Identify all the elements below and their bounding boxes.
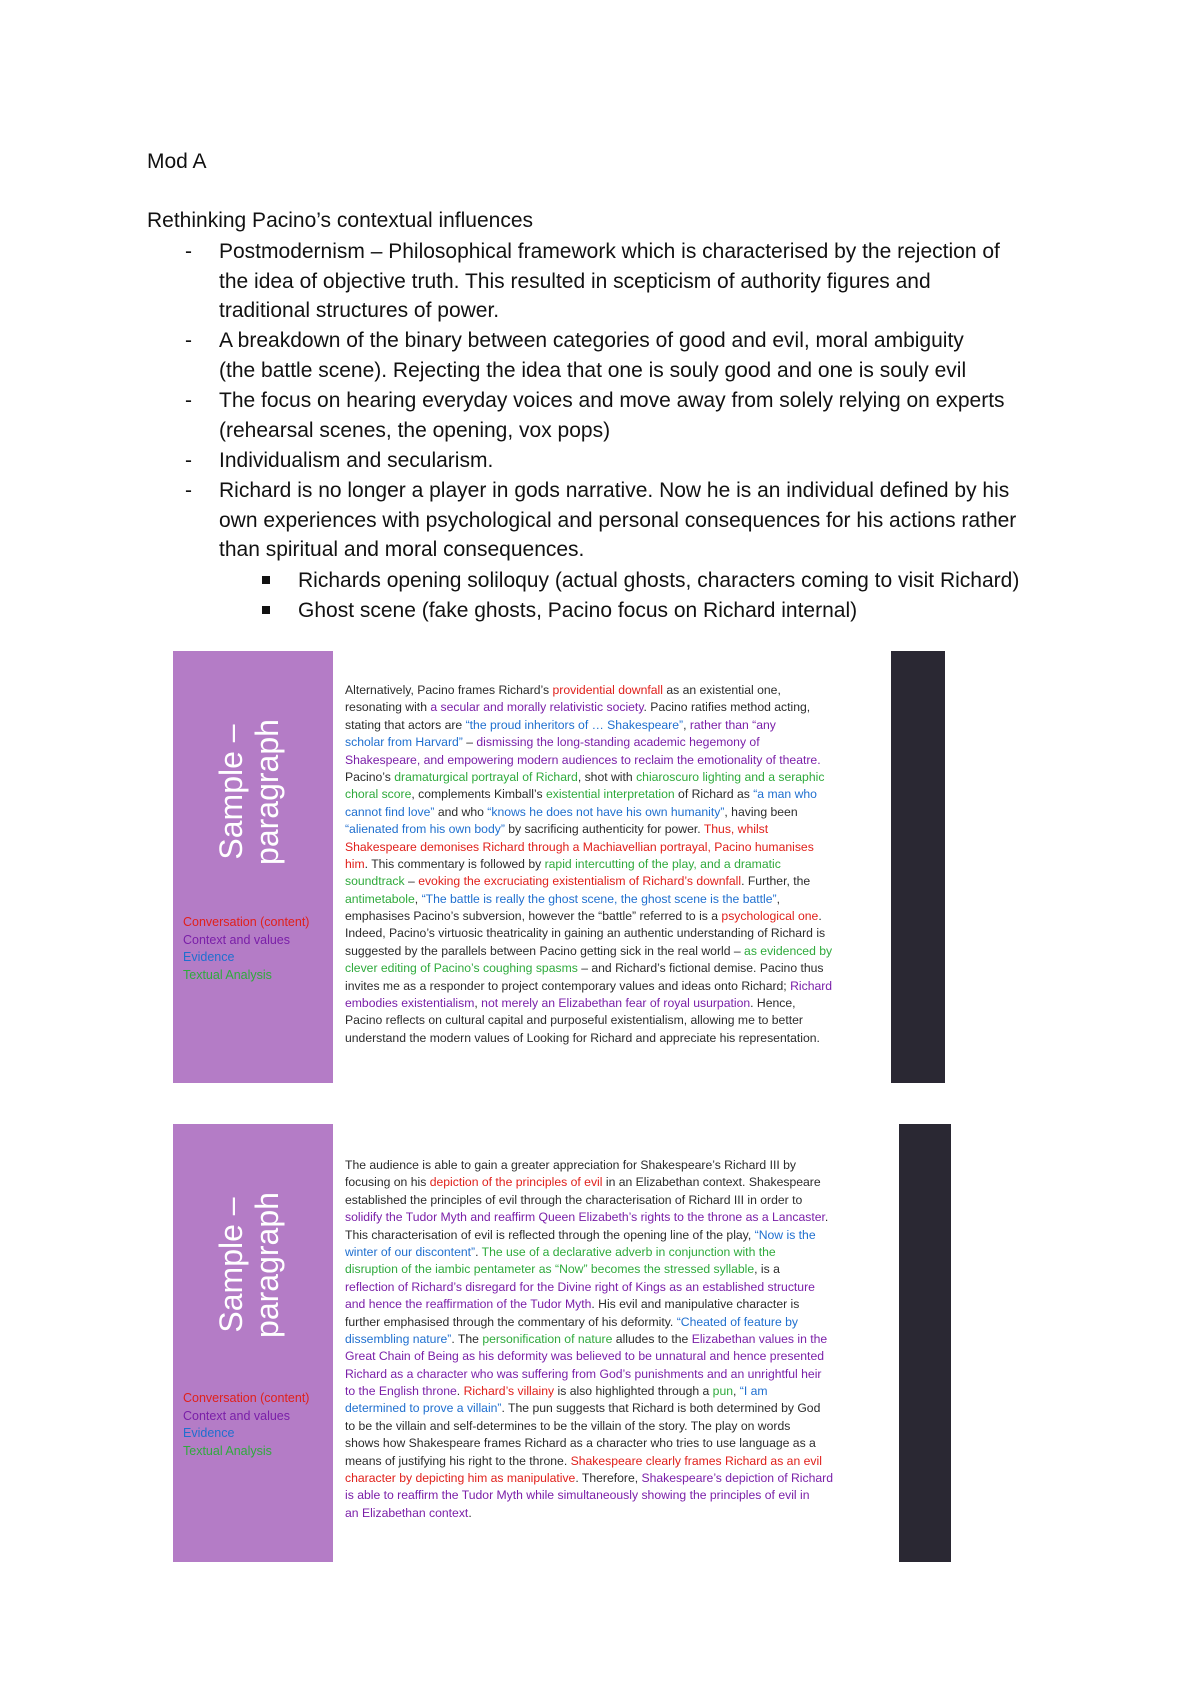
text-segment: dissembling nature” <box>345 1331 452 1346</box>
text-segment: , shot with <box>577 769 637 784</box>
paragraph-line <box>345 699 832 716</box>
bullet-text <box>219 386 1089 445</box>
paragraph-line <box>345 943 832 960</box>
text-segment: is also highlighted through a <box>554 1384 713 1399</box>
bullet-dash: - <box>185 389 192 412</box>
text-segment: determined to prove a villain” <box>345 1401 502 1416</box>
text-segment: reflection of Richard’s disregard for the Divine right of Kings as an established structure <box>345 1279 815 1294</box>
bullet-text <box>219 446 1089 476</box>
card-title <box>213 1175 293 1355</box>
sub-bullet-text: Ghost scene (fake ghosts, Pacino focus on Richard internal) <box>298 599 858 622</box>
paragraph-line <box>345 1157 833 1174</box>
paragraph-line <box>345 908 832 925</box>
text-segment: psychological one <box>721 909 819 924</box>
paragraph-line <box>345 1366 833 1383</box>
card-title-line-2: paragraph <box>249 1192 285 1338</box>
text-segment: in an Elizabethan context. Shakespeare <box>602 1175 821 1190</box>
text-segment: choral score <box>345 787 412 802</box>
text-segment: “Cheated of feature by <box>676 1314 798 1329</box>
paragraph-line <box>345 1435 833 1452</box>
paragraph-line <box>345 960 832 977</box>
card-paragraph <box>345 1157 833 1522</box>
paragraph-line <box>345 1418 833 1435</box>
text-segment: stating that actors are <box>345 717 466 732</box>
legend-context: Context and values <box>183 1408 291 1423</box>
text-segment: Elizabethan values in the <box>691 1331 828 1346</box>
text-segment: alludes to the <box>612 1331 692 1346</box>
text-segment: . <box>456 1384 464 1399</box>
text-segment: . This commentary is followed by <box>364 856 545 871</box>
text-segment: antimetabole <box>345 891 415 906</box>
paragraph-line <box>345 1314 833 1331</box>
paragraph-line <box>345 1331 833 1348</box>
text-segment: focusing on his <box>345 1175 430 1190</box>
text-segment: Alternatively, Pacino frames Richard’s <box>345 683 553 697</box>
paragraph-line <box>345 682 832 699</box>
text-segment: means of justifying his right to the throne. <box>345 1453 571 1468</box>
text-segment: . Therefore, <box>575 1471 642 1486</box>
bullet-line: Richard is no longer a player in gods narrative. Now he is an individual defined by his <box>219 479 1010 502</box>
text-segment: invites me as a responder to project contemporary values and ideas onto Richard; <box>345 978 791 993</box>
text-segment: embodies existentialism <box>345 996 475 1011</box>
text-segment: , <box>683 717 690 732</box>
text-segment: established the principles of evil through the characterisation of Richard III in order to <box>345 1192 803 1207</box>
text-segment: Thus, whilst <box>703 822 769 837</box>
text-segment: The audience is able to gain a greater appreciation for Shakespeare’s Richard III by <box>345 1158 796 1172</box>
text-segment: “knows he does not have his own humanity” <box>487 804 725 819</box>
paragraph-line <box>345 856 832 873</box>
text-segment: as an existential one, <box>666 683 781 697</box>
text-segment: rapid intercutting of the play, and a dramatic <box>544 856 781 871</box>
section-heading: Rethinking Pacino’s contextual influences <box>147 209 534 232</box>
text-segment: Shakespeare demonises Richard through a Machiavellian portrayal, Pacino humanises <box>345 839 814 854</box>
text-segment: by sacrificing authenticity for power. <box>504 822 704 837</box>
text-segment: and hence the reaffirmation of the Tudor Myth <box>345 1297 592 1312</box>
text-segment: further emphasised through the commentary of his deformity. <box>345 1314 677 1329</box>
paragraph-line <box>345 1487 833 1504</box>
text-segment: dismissing the long-standing academic hegemony of <box>476 735 760 750</box>
card-paragraph <box>345 682 832 1047</box>
bullet-dash: - <box>185 329 192 352</box>
bullet-line: traditional structures of power. <box>219 299 500 323</box>
text-segment: him <box>345 856 365 871</box>
text-segment: pun <box>712 1384 734 1399</box>
text-segment: soundtrack <box>345 874 405 889</box>
text-segment: “The battle is really the ghost scene, the ghost scene is the battle” <box>421 891 777 906</box>
paragraph-line <box>345 1296 833 1313</box>
text-segment: Richard’s villainy <box>463 1384 555 1399</box>
text-segment: This characterisation of evil is reflected through the opening line of the play, <box>345 1227 755 1242</box>
text-segment: Richard <box>790 978 833 993</box>
text-segment: , having been <box>724 804 798 819</box>
text-segment: winter of our discontent” <box>345 1244 476 1259</box>
text-segment: disruption of the iambic pentameter as “Now” becomes the stressed syllable <box>345 1262 755 1277</box>
card-title-line-1: Sample – <box>213 724 249 860</box>
bullet-line: than spiritual and moral consequences. <box>219 538 585 562</box>
paragraph-line <box>345 1505 833 1522</box>
card-legend <box>183 914 309 984</box>
paragraph-line <box>345 873 832 890</box>
text-segment: , is a <box>754 1262 780 1277</box>
text-segment: as evidenced by <box>744 943 833 958</box>
text-segment: “alienated from his own body” <box>345 822 505 837</box>
text-segment: is able to reaffirm the Tudor Myth while simultaneously showing the principles of evil in <box>345 1488 810 1503</box>
text-segment: . His evil and manipulative character is <box>591 1297 800 1312</box>
text-segment: The use of a declarative adverb in conjunction with the <box>481 1244 776 1259</box>
legend-conversation: Conversation (content) <box>183 1391 310 1405</box>
text-segment: “the proud inheritors of … Shakespeare” <box>465 717 684 732</box>
paragraph-line <box>345 821 832 838</box>
bullet-text <box>219 476 1089 565</box>
paragraph-line <box>345 752 832 769</box>
legend-evidence: Evidence <box>183 1426 235 1440</box>
text-segment: Shakespeare’s depiction of Richard <box>641 1471 834 1486</box>
text-segment: cannot find love” <box>345 804 435 819</box>
text-segment: scholar from Harvard” <box>345 735 463 750</box>
text-segment: an Elizabethan context <box>345 1505 469 1520</box>
text-segment: solidify the Tudor Myth and reaffirm Queen Elizabeth’s rights to the throne as a Lancaster <box>345 1210 825 1225</box>
bullet-line: Individualism and secularism. <box>219 449 494 472</box>
text-segment: Indeed, Pacino’s virtuosic theatricality in gaining an authentic understanding of Richard is <box>345 926 826 941</box>
paragraph-line <box>345 1244 833 1261</box>
bullet-line: the idea of objective truth. This resulted in scepticism of authority figures and <box>219 269 931 293</box>
text-segment: “Now is the <box>754 1227 816 1242</box>
text-segment: to the English throne <box>345 1384 457 1399</box>
bullet-dash: - <box>185 479 192 502</box>
paragraph-line <box>345 734 832 751</box>
text-segment: resonating with <box>345 700 431 715</box>
text-segment: Pacino’s <box>345 769 395 784</box>
text-segment: – and Richard’s fictional demise. Pacino thus <box>577 961 824 976</box>
square-bullet-icon <box>262 576 270 584</box>
text-segment: suggested by the parallels between Pacino getting sick in the real world – <box>345 943 745 958</box>
text-segment: , complements Kimball’s <box>411 787 546 802</box>
legend-evidence: Evidence <box>183 950 235 964</box>
bullet-line: Postmodernism – Philosophical framework which is characterised by the rejection of <box>219 240 1000 263</box>
text-segment: , <box>776 891 780 906</box>
card-dark-bar <box>891 651 945 1083</box>
paragraph-line <box>345 1209 833 1226</box>
legend-conversation: Conversation (content) <box>183 915 310 929</box>
text-segment: providential downfall <box>552 683 667 697</box>
text-segment: emphasises Pacino’s subversion, however the “battle” referred to is a <box>345 909 722 924</box>
bullet-dash: - <box>185 240 192 263</box>
text-segment: rather than “any <box>689 717 776 732</box>
text-segment: . <box>475 1244 482 1259</box>
bullet-line: A breakdown of the binary between categories of good and evil, moral ambiguity <box>219 329 964 352</box>
square-bullet-icon <box>262 606 270 614</box>
paragraph-line <box>345 1012 832 1029</box>
bullet-line: own experiences with psychological and personal consequences for his actions rather <box>219 508 1017 532</box>
legend-context: Context and values <box>183 932 291 947</box>
paragraph-line <box>345 839 832 856</box>
paragraph-line <box>345 891 832 908</box>
text-segment: Richard as a character who was suffering from God’s punishments and an unrightful heir <box>345 1366 822 1381</box>
paragraph-line <box>345 717 832 734</box>
text-segment: shows how Shakespeare frames Richard as a character who tries to use language as a <box>345 1436 816 1451</box>
text-segment: depiction of the principles of evil <box>429 1175 603 1190</box>
paragraph-line <box>345 1470 833 1487</box>
text-segment: Shakespeare clearly frames Richard as an evil <box>570 1453 822 1468</box>
text-segment: Great Chain of Being as his deformity was believed to be unnatural and hence presented <box>345 1349 824 1364</box>
bullet-line: (rehearsal scenes, the opening, vox pops) <box>219 418 611 442</box>
paragraph-line <box>345 1383 833 1400</box>
sub-bullet-text: Richards opening soliloquy (actual ghosts, characters coming to visit Richard) <box>298 569 1020 592</box>
card-title-line-2: paragraph <box>249 719 285 865</box>
paragraph-line <box>345 1261 833 1278</box>
legend-analysis: Textual Analysis <box>183 967 272 982</box>
text-segment: existential interpretation <box>545 787 675 802</box>
bullet-line: (the battle scene). Rejecting the idea that one is souly good and one is souly evil <box>219 358 967 382</box>
bullet-text <box>219 237 1089 326</box>
text-segment: chiaroscuro lighting and a seraphic <box>636 769 825 784</box>
paragraph-line <box>345 804 832 821</box>
text-segment: of Richard as <box>674 787 754 802</box>
text-segment: . Further, the <box>741 874 811 889</box>
text-segment: , <box>733 1384 740 1399</box>
text-segment: “a man who <box>753 787 817 802</box>
paragraph-line <box>345 1400 833 1417</box>
legend-analysis: Textual Analysis <box>183 1443 272 1458</box>
card-legend <box>183 1390 309 1460</box>
text-segment: – <box>404 874 419 889</box>
text-segment: clever editing of Pacino’s coughing spasms <box>345 961 578 976</box>
text-segment: understand the modern values of Looking for Richard and appreciate his representation. <box>345 1030 820 1045</box>
text-segment: dramaturgical portrayal of Richard <box>394 769 578 784</box>
bullet-line: The focus on hearing everyday voices and move away from solely relying on experts <box>219 389 1005 412</box>
text-segment: not merely an Elizabethan fear of royal usurpation <box>481 996 751 1011</box>
bullet-dash: - <box>185 449 192 472</box>
paragraph-line <box>345 1030 832 1047</box>
text-segment: . <box>468 1505 472 1520</box>
paragraph-line <box>345 786 832 803</box>
text-segment: personification of nature <box>482 1331 613 1346</box>
text-segment: Shakespeare, and empowering modern audiences to reclaim the emotionality of theatre. <box>345 752 821 767</box>
paragraph-line <box>345 995 832 1012</box>
paragraph-line <box>345 1227 833 1244</box>
text-segment: character by depicting him as manipulative <box>345 1471 576 1486</box>
card-title-line-1: Sample – <box>213 1197 249 1333</box>
paragraph-line <box>345 978 832 995</box>
text-segment: . <box>824 1210 829 1225</box>
text-segment: . Pacino ratifies method acting, <box>643 700 811 715</box>
text-segment: evoking the excruciating existentialism of Richard’s downfall <box>418 874 742 889</box>
paragraph-line <box>345 1174 833 1191</box>
text-segment: and who <box>434 804 488 819</box>
text-segment: a secular and morally relativistic society <box>430 700 644 715</box>
paragraph-line <box>345 1192 833 1209</box>
text-segment: “I am <box>739 1384 768 1399</box>
text-segment: , <box>414 891 422 906</box>
paragraph-line <box>345 1348 833 1365</box>
doc-title: Mod A <box>147 150 207 173</box>
paragraph-line <box>345 925 832 942</box>
card-dark-bar <box>899 1124 951 1562</box>
bullet-text <box>219 326 1089 385</box>
text-segment: . Hence, <box>750 996 796 1011</box>
paragraph-line <box>345 1279 833 1296</box>
text-segment: Pacino reflects on cultural capital and purposeful existentialism, allowing me to better <box>345 1013 803 1028</box>
paragraph-line <box>345 769 832 786</box>
text-segment: . The <box>451 1331 483 1346</box>
paragraph-line <box>345 1453 833 1470</box>
text-segment: , <box>474 996 482 1011</box>
text-segment: – <box>462 735 477 750</box>
text-segment: . <box>818 909 822 924</box>
card-title <box>213 702 293 882</box>
text-segment: to be the villain and self-determines to be the villain of the story. The play on words <box>345 1418 791 1433</box>
text-segment: . The pun suggests that Richard is both determined by God <box>501 1401 821 1416</box>
